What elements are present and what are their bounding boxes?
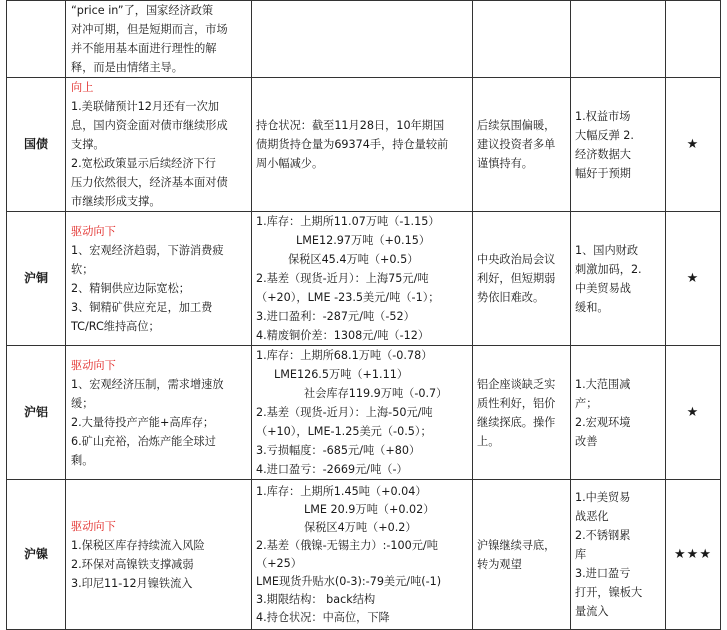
stat-line: 4.进口盈亏：-2669元/吨（-） [256, 463, 408, 476]
strategy-line: 势依旧难改。 [477, 291, 545, 304]
strategy-line: 铝企座谈缺乏实 [477, 377, 556, 391]
stat-line: 2.基差（现货-近月）：上海-50元/吨 [256, 406, 433, 419]
stat-line: 3.进口盈利：-287元/吨（-52） [256, 310, 415, 323]
driver-line: 市继续形成支撑。 [71, 195, 161, 208]
risk-line: 1、国内财政 [575, 243, 639, 257]
strategy-cell [473, 212, 571, 346]
driver-line: 2、精铜供应边际宽松； [71, 281, 190, 295]
strategy-cell [473, 346, 571, 480]
risk-line: 打开，镍板大 [575, 586, 643, 599]
strategy-line: 后续氛围偏暖， [477, 119, 556, 132]
driver-line: 支撑。 [71, 138, 105, 151]
stat-line: 1.库存：上期所68.1万吨（-0.78） [256, 349, 433, 362]
risk-line: 2.不锈钢累 [575, 529, 631, 542]
direction-label: 驱动向下 [71, 224, 116, 238]
risk-line: 3.进口盈亏 [575, 567, 631, 580]
strategy-cell [473, 480, 571, 630]
commodity-name-cell [7, 1, 66, 78]
driver-line: 释，而是由情绪主导。 [71, 61, 183, 74]
direction-label: 驱动向下 [71, 358, 116, 372]
drivers-cell [66, 212, 252, 346]
driver-line: 3.印尼11-12月镍铁流入 [71, 576, 193, 590]
risks-cell [571, 78, 666, 212]
risk-line: 量流入 [575, 605, 609, 618]
stat-line: LME126.5万吨（+1.11） [274, 368, 409, 381]
strategy-line: 上。 [477, 434, 500, 448]
stat-line: LME12.97万吨（+0.15） [296, 234, 431, 247]
drivers-cell [66, 480, 252, 630]
risks-cell [571, 480, 666, 630]
rating-stars: ★ [666, 78, 721, 212]
stat-line: 保税区4万吨（+0.2） [304, 520, 417, 534]
strategy-line: 建议投资者多单 [477, 138, 556, 151]
risk-line: 库 [575, 548, 587, 561]
risk-line: 缓和。 [575, 300, 609, 314]
risks-cell [571, 212, 666, 346]
strategy-line: 利好，但短期弱 [477, 272, 556, 285]
risk-line: 1.大范围减 [575, 377, 631, 391]
driver-line: 对冲可期，但是短期而言，市场 [71, 23, 228, 36]
driver-line: 软； [71, 262, 94, 276]
risk-line: 幅好于预期 [575, 166, 631, 180]
drivers-cell [66, 78, 252, 212]
stat-line: 1.库存：上期所11.07万吨（-1.15） [256, 215, 440, 228]
strategy-line: 质性利好，铝价 [477, 396, 556, 410]
driver-line: 2.宽松政策显示后续经济下行 [71, 157, 216, 170]
commodity-name-cell: 沪铜 [7, 212, 66, 346]
driver-line: 缓； [71, 396, 94, 410]
stats-cell [252, 1, 473, 78]
strategy-line: 转为观望 [477, 557, 522, 571]
strategy-cell [473, 1, 571, 78]
stats-cell [252, 346, 473, 480]
table-row [7, 480, 721, 630]
driver-line: 2.环保对高镍铁支撑减弱 [71, 557, 194, 571]
stat-line: 周小幅减少。 [256, 157, 324, 170]
driver-line: TC/RC维持高位； [71, 319, 160, 333]
strategy-cell [473, 78, 571, 212]
stat-line: 3.亏损幅度：-685元/吨（+80） [256, 444, 421, 457]
table-row [7, 78, 721, 212]
strategy-line: 谨慎持有。 [477, 157, 533, 170]
table-row [7, 346, 721, 480]
stat-line: 2.基差（现货-近月）：上海75元/吨 [256, 272, 429, 285]
direction-label: 驱动向下 [71, 519, 116, 533]
stat-line: （+25） [256, 556, 302, 570]
commodity-outlook-table [6, 0, 721, 630]
stats-cell [252, 78, 473, 212]
risk-line: 产； [575, 396, 598, 410]
driver-line: 并不能用基本面进行理性的解 [71, 42, 217, 55]
driver-line: 1.保税区库存持续流入风险 [71, 538, 205, 552]
driver-line: 1、宏观经济趋弱，下游消费疲 [71, 243, 224, 257]
risk-line: 改善 [575, 434, 598, 448]
stat-line: 持仓状况：截至11月28日，10年期国 [256, 119, 445, 132]
stats-cell [252, 212, 473, 346]
drivers-cell [66, 346, 252, 480]
driver-line: 2.大量待投产产能+高库存； [71, 415, 215, 429]
driver-line: 压力依然很大，经济基本面对债 [71, 176, 228, 189]
stat-line: （+10），LME-1.25美元（-0.5）； [256, 425, 432, 438]
risk-line: 中美贸易战 [575, 281, 631, 295]
rating-stars: ★ [666, 346, 721, 480]
stat-line: 社会库存119.9万吨（-0.7） [304, 387, 448, 400]
driver-line: 息，国内资金面对债市继续形成 [71, 119, 228, 132]
stat-line: LME 20.9万吨（+0.02） [304, 502, 435, 516]
strategy-line: 中央政治局会议 [477, 253, 556, 266]
stat-line: 3.期限结构： back结构 [256, 592, 376, 606]
rating-stars: ★ [666, 212, 721, 346]
table-row [7, 1, 721, 78]
stat-line: LME现货升贴水(0-3):-79美元/吨(-1) [256, 574, 442, 588]
stat-line: 1.库存：上期所1.45吨（+0.04） [256, 484, 427, 498]
stat-line: 4.持仓状况：中高位，下降 [256, 610, 390, 624]
risk-line: 2.宏观环境 [575, 415, 631, 429]
risk-line: 战恶化 [575, 510, 609, 523]
risk-line: 1.权益市场 [575, 109, 631, 123]
stats-cell [252, 480, 473, 630]
risk-line: 经济数据大 [575, 147, 631, 161]
stat-line: （+20），LME -23.5美元/吨（-1）； [256, 291, 440, 304]
stat-line: 4.精废铜价差：1308元/吨（-12） [256, 329, 430, 342]
strategy-line: 沪镍继续寻底， [477, 538, 556, 552]
driver-line: 3、铜精矿供应充足，加工费 [71, 300, 213, 314]
stat-line: 债期货持仓量为69374手，持仓量较前 [256, 138, 449, 151]
driver-line: “price in”了，国家经济政策 [71, 4, 214, 17]
risk-line: 刺激加码，2. [575, 262, 642, 276]
direction-label: 向上 [71, 81, 94, 94]
commodity-name-cell: 沪铝 [7, 346, 66, 480]
driver-line: 1、宏观经济压制，需求增速放 [71, 377, 224, 391]
rating-cell [666, 1, 721, 78]
driver-line: 1.美联储预计12月还有一次加 [71, 100, 219, 113]
driver-line: 剩。 [71, 453, 94, 467]
risk-line: 1.中美贸易 [575, 491, 631, 504]
risks-cell [571, 346, 666, 480]
risk-line: 大幅反弹 2. [575, 128, 634, 142]
driver-line: 6.矿山充裕，冶炼产能全球过 [71, 434, 216, 448]
risks-cell [571, 1, 666, 78]
rating-stars: ★★★ [666, 480, 721, 630]
commodity-name-cell: 沪镍 [7, 480, 66, 630]
strategy-line: 继续探底。操作 [477, 415, 556, 429]
commodity-name-cell: 国债 [7, 78, 66, 212]
stat-line: 保税区45.4万吨（+0.5） [288, 253, 419, 266]
drivers-cell [66, 1, 252, 78]
table-row [7, 212, 721, 346]
stat-line: 2.基差（俄镍-无锡主力）:-100元/吨 [256, 538, 438, 552]
